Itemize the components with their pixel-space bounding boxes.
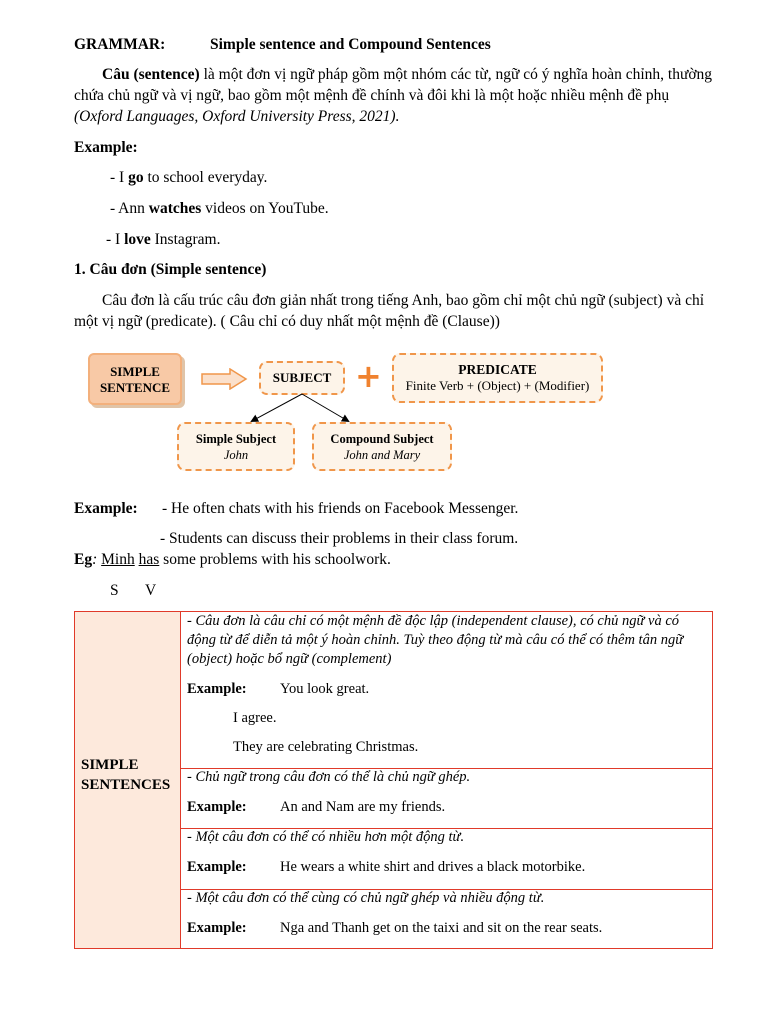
table-row-description: - Câu đơn là câu chỉ có một mệnh đề độc lập (independent clause), có chủ ngữ và có động từ để diễn tả một ý hoàn chỉnh. Tuỳ theo động từ mà câu có thể có thêm tân ngữ (object) hoặc bổ ngữ (complement) [187,613,684,667]
table-header-label [81,755,170,795]
example-item-verb: go [128,169,144,186]
simple-subject-box [177,422,295,471]
example-item-verb: watches [148,200,202,217]
subject-box: SUBJECT [259,361,345,395]
eg-verb: has [138,551,160,568]
table-row-example: Nga and Thanh get on the taixi and sit on the rear seats. [280,920,603,936]
table-row-example-label: Example: [187,799,247,815]
definition-term: Câu (sentence) [102,66,200,83]
definition-paragraph [74,64,714,127]
page-title: Simple sentence and Compound Sentences [210,36,491,53]
section-body: Câu đơn là cấu trúc câu đơn giản nhất trong tiếng Anh, bao gồm chỉ một chủ ngữ (subject) và chỉ một vị ngữ (predicate). ( Câu chỉ có duy nhất một mệnh đề (Clause)) [74,292,705,330]
example-line: - He often chats with his friends on Facebook Messenger. [162,500,519,517]
table-row-description: - Một câu đơn có thể cùng có chủ ngữ ghép và nhiều động từ. [187,890,545,906]
subject-marker: S [110,582,119,599]
example-item-verb: love [124,231,151,248]
compound-subject-box [312,422,452,471]
eg-sentence [74,549,391,570]
definition-text: là một đơn vị ngữ pháp gồm một nhóm các từ, ngữ có ý nghĩa hoàn chỉnh, thường chứa chủ ngữ và vị ngữ, bao gồm một mệnh đề chính và đôi khi là một hoặc nhiều mệnh đề phụ [74,66,713,104]
table-row-example-label: Example: [187,681,247,697]
example-item-prefix: - Ann [110,200,149,217]
eg-subject: Minh [101,551,135,568]
example-item-rest: to school everyday. [143,169,268,186]
predicate-detail: Finite Verb + (Object) + (Modifier) [405,378,590,393]
table-row-description: - Một câu đơn có thể có nhiều hơn một động từ. [187,829,465,845]
compound-subject-example: John and Mary [343,448,421,462]
table-row-example: He wears a white shirt and drives a black motorbike. [280,859,586,875]
table-row-example-label: Example: [187,920,247,936]
compound-subject-title: Compound Subject [330,432,434,446]
example-item-rest: videos on YouTube. [201,200,329,217]
example-label: Example: [74,139,138,156]
example-item-prefix: - I [110,169,129,186]
table-row-example: An and Nam are my friends. [280,799,446,815]
table-header-line1: SIMPLE [81,757,139,773]
table-row-example: I agree. [233,710,277,726]
example-label: Example: [74,500,138,517]
table-row-example: They are celebrating Christmas. [233,739,419,755]
simple-sentence-box [88,353,182,405]
table-row-example: You look great. [280,681,370,697]
definition-citation: (Oxford Languages, Oxford University Press, 2021). [74,108,400,125]
simple-sentence-line2: SENTENCE [99,380,171,395]
simple-subject-title: Simple Subject [195,432,277,446]
predicate-box [392,353,603,403]
example-line: - Students can discuss their problems in their class forum. [160,530,519,547]
predicate-title: PREDICATE [458,362,537,377]
simple-sentence-line1: SIMPLE [110,364,160,379]
eg-label: Eg [74,551,93,568]
example-item-prefix: - I [106,231,125,248]
example-item [106,229,221,250]
eg-rest: some problems with his schoolwork. [159,551,391,568]
example-item [110,167,267,188]
table-header-cell [75,612,181,948]
section-title: 1. Câu đơn (Simple sentence) [74,261,267,278]
verb-marker: V [145,582,157,599]
grammar-label: GRAMMAR: [74,36,166,53]
example-item-rest: Instagram. [150,231,221,248]
example-item [110,198,329,219]
eg-colon: : [92,551,102,568]
simple-subject-example: John [223,448,249,462]
arrow-right-icon [200,368,248,390]
table-header-line2: SENTENCES [81,777,171,793]
table-row-description: - Chủ ngữ trong câu đơn có thể là chủ ngữ ghép. [187,769,471,785]
table-row-example-label: Example: [187,859,247,875]
simple-sentences-table [74,611,713,949]
plus-icon: + [355,357,382,395]
connector-lines [230,393,370,425]
